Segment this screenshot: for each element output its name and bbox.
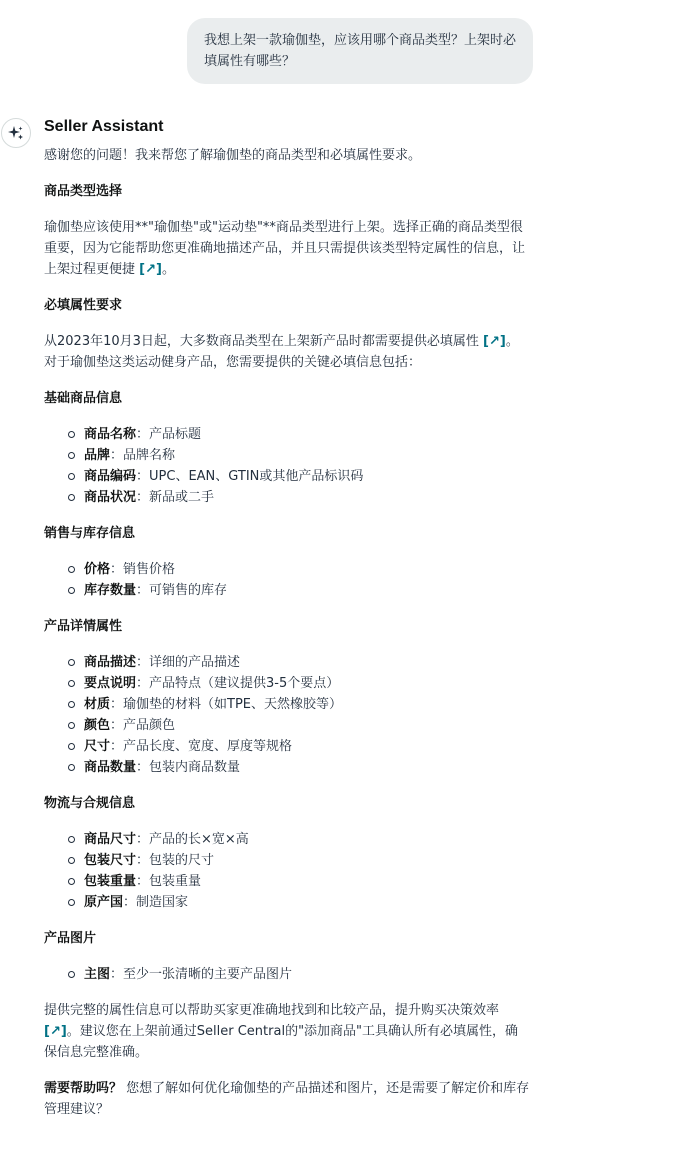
attribute-groups [44,388,530,1000]
product-type-text: 瑜伽垫应该使用**"瑜伽垫"或"运动垫"**商品类型进行上架。选择正确的商品类型很重要，因为它能帮助您更准确地描述产品，并且只需提供该类型特定属性的信息，让上架过程更便捷 [44,220,526,277]
followup-label: 需要帮助吗？ [44,1081,123,1096]
circle-bullet-icon [68,680,75,687]
circle-bullet-icon [68,971,75,978]
attribute-label: 原产国 [84,895,124,910]
attribute-description: ：销售价格 [110,562,176,577]
attribute-label: 商品状况 [84,490,137,505]
attribute-list-item [68,892,530,913]
attribute-description: ：至少一张清晰的主要产品图片 [110,967,293,982]
attribute-list-item [68,487,530,508]
circle-bullet-icon [68,836,75,843]
attribute-list-item [68,652,530,673]
citation-link-3[interactable]: [↗] [44,1024,67,1039]
product-type-paragraph [44,217,530,280]
attribute-list [44,559,530,601]
attribute-description: ：产品长度、宽度、厚度等规格 [110,739,293,754]
attribute-description: ：新品或二手 [136,490,215,505]
citation-link-2[interactable]: [↗] [483,334,506,349]
attribute-label: 价格 [84,562,111,577]
attribute-description: ：详细的产品描述 [136,655,241,670]
attribute-description: ：产品标题 [136,427,202,442]
attribute-list-item [68,424,530,445]
circle-bullet-icon [68,701,75,708]
assistant-response [44,145,530,1120]
attribute-description: ：包装内商品数量 [136,760,241,775]
attribute-list-item [68,445,530,466]
circle-bullet-icon [68,566,75,573]
attribute-list-item [68,673,530,694]
required-attributes-text-a: 从2023年10月3日起，大多数商品类型在上架新产品时都需要提供必填属性 [44,334,479,349]
attribute-list-item [68,559,530,580]
attribute-list-item [68,580,530,601]
attribute-list-item [68,466,530,487]
circle-bullet-icon [68,587,75,594]
attribute-label: 尺寸 [84,739,111,754]
attribute-description: ：瑜伽垫的材料（如TPE、天然橡胶等） [110,697,343,712]
circle-bullet-icon [68,659,75,666]
circle-bullet-icon [68,764,75,771]
attribute-description: ：包装的尺寸 [136,853,215,868]
circle-bullet-icon [68,899,75,906]
attribute-list [44,424,530,508]
followup-paragraph [44,1078,530,1120]
attribute-description: ：可销售的库存 [136,583,228,598]
closing-paragraph [44,1000,530,1063]
attribute-list-item [68,694,530,715]
attribute-label: 包装重量 [84,874,137,889]
group-heading: 物流与合规信息 [44,796,136,811]
attribute-list [44,652,530,778]
attribute-description: ：产品的长×宽×高 [136,832,249,847]
attribute-label: 商品编码 [84,469,137,484]
attribute-list-item [68,964,530,985]
assistant-name: Seller Assistant [44,118,164,135]
attribute-label: 商品描述 [84,655,137,670]
circle-bullet-icon [68,452,75,459]
attribute-description: ：包装重量 [136,874,202,889]
group-heading: 销售与库存信息 [44,526,136,541]
attribute-label: 商品尺寸 [84,832,137,847]
user-message-text: 我想上架一款瑜伽垫，应该用哪个商品类型？上架时必填属性有哪些？ [204,33,517,69]
product-type-end: 。 [161,262,175,277]
section-heading-product-type: 商品类型选择 [44,184,123,199]
attribute-list-item [68,715,530,736]
attribute-description: ：产品颜色 [110,718,176,733]
circle-bullet-icon [68,743,75,750]
citation-link-1[interactable]: [↗] [139,262,162,277]
attribute-label: 包装尺寸 [84,853,137,868]
attribute-list-item [68,871,530,892]
attribute-label: 品牌 [84,448,111,463]
attribute-label: 商品数量 [84,760,137,775]
attribute-list-item [68,850,530,871]
closing-text-a: 提供完整的属性信息可以帮助买家更准确地找到和比较产品，提升购买决策效率 [44,1003,500,1018]
attribute-label: 商品名称 [84,427,137,442]
required-attributes-text-b: 。对于瑜伽垫这类运动健身产品，您需要提供的关键必填信息包括： [44,334,519,370]
intro-text: 感谢您的问题！我来帮您了解瑜伽垫的商品类型和必填属性要求。 [44,148,422,163]
attribute-label: 要点说明 [84,676,137,691]
circle-bullet-icon [68,494,75,501]
circle-bullet-icon [68,431,75,438]
attribute-label: 材质 [84,697,111,712]
group-heading: 基础商品信息 [44,391,123,406]
attribute-label: 颜色 [84,718,111,733]
attribute-list-item [68,736,530,757]
followup-text: 您想了解如何优化瑜伽垫的产品描述和图片，还是需要了解定价和库存管理建议？ [44,1081,530,1117]
attribute-list [44,964,530,985]
attribute-list-item [68,829,530,850]
attribute-description: ：产品特点（建议提供3-5个要点） [136,676,340,691]
assistant-avatar [1,118,31,148]
section-heading-required-attributes: 必填属性要求 [44,298,123,313]
user-message-bubble [187,18,533,84]
attribute-description: ：品牌名称 [110,448,176,463]
circle-bullet-icon [68,722,75,729]
closing-text-b: 。建议您在上架前通过Seller Central的"添加商品"工具确认所有必填属性，确保信息完整准确。 [44,1024,519,1060]
group-heading: 产品图片 [44,931,97,946]
circle-bullet-icon [68,857,75,864]
attribute-list-item [68,757,530,778]
required-attributes-paragraph [44,331,530,373]
attribute-list [44,829,530,913]
attribute-description: ：UPC、EAN、GTIN或其他产品标识码 [136,469,364,484]
attribute-label: 库存数量 [84,583,137,598]
sparkle-icon [7,124,25,142]
group-heading: 产品详情属性 [44,619,123,634]
attribute-label: 主图 [84,967,111,982]
circle-bullet-icon [68,473,75,480]
circle-bullet-icon [68,878,75,885]
attribute-description: ：制造国家 [123,895,189,910]
